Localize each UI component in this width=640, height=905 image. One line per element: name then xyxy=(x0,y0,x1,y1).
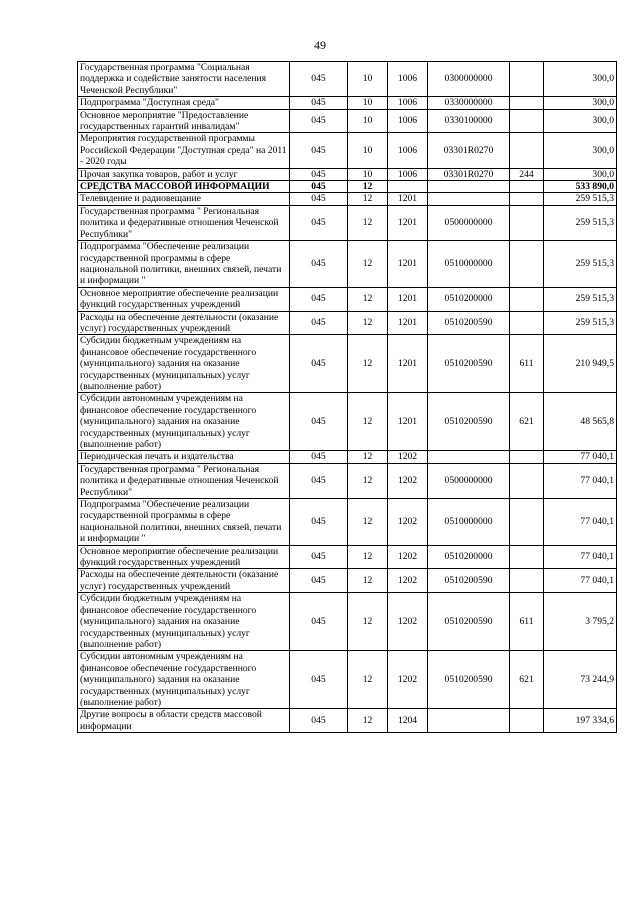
row-expense-type xyxy=(510,451,544,463)
row-department-code: 045 xyxy=(290,168,348,180)
row-name: Основное мероприятие "Предоставление государственных гарантий инвалидам" xyxy=(78,109,290,133)
table-row xyxy=(78,205,617,240)
row-subsection-code: 1202 xyxy=(388,463,428,498)
row-section-code: 10 xyxy=(348,62,388,97)
row-section-code: 10 xyxy=(348,109,388,133)
table-row xyxy=(78,451,617,463)
row-name: Подпрограмма "Обеспечение реализации государственной программы в сфере национальной политики, внешних связей, печати и информации " xyxy=(78,241,290,288)
row-department-code: 045 xyxy=(290,335,348,393)
row-subsection-code: 1202 xyxy=(388,451,428,463)
table-row xyxy=(78,97,617,109)
row-section-code: 12 xyxy=(348,311,388,335)
row-subsection-code: 1201 xyxy=(388,287,428,311)
row-target-article: 0510200590 xyxy=(428,569,510,593)
row-target-article: 0510000000 xyxy=(428,499,510,546)
row-department-code: 045 xyxy=(290,241,348,288)
row-expense-type xyxy=(510,193,544,205)
row-section-code: 12 xyxy=(348,593,388,651)
row-section-code: 12 xyxy=(348,193,388,205)
row-department-code: 045 xyxy=(290,451,348,463)
row-subsection-code: 1006 xyxy=(388,62,428,97)
row-expense-type xyxy=(510,499,544,546)
row-department-code: 045 xyxy=(290,193,348,205)
row-expense-type xyxy=(510,205,544,240)
row-amount: 300,0 xyxy=(544,133,617,168)
row-department-code: 045 xyxy=(290,709,348,733)
row-subsection-code: 1006 xyxy=(388,133,428,168)
row-name: Государственная программа " Региональная политика и федеративные отношения Чеченской Республики" xyxy=(78,205,290,240)
table-row xyxy=(78,109,617,133)
row-department-code: 045 xyxy=(290,569,348,593)
row-name: Подпрограмма "Доступная среда" xyxy=(78,97,290,109)
row-expense-type xyxy=(510,311,544,335)
table-row xyxy=(78,545,617,569)
row-expense-type xyxy=(510,463,544,498)
row-name: СРЕДСТВА МАССОВОЙ ИНФОРМАЦИИ xyxy=(78,181,290,193)
row-name: Другие вопросы в области средств массовой информации xyxy=(78,709,290,733)
row-department-code: 045 xyxy=(290,181,348,193)
row-expense-type: 611 xyxy=(510,335,544,393)
row-subsection-code: 1006 xyxy=(388,168,428,180)
table-row xyxy=(78,287,617,311)
table-row xyxy=(78,193,617,205)
row-name: Телевидение и радиовещание xyxy=(78,193,290,205)
row-section-code: 10 xyxy=(348,168,388,180)
row-expense-type xyxy=(510,133,544,168)
row-name: Субсидии бюджетным учреждениям на финансовое обеспечение государственного (муниципального) задания на оказание государственных (муниципальных) услуг (выполнение работ) xyxy=(78,593,290,651)
row-target-article: 0510200000 xyxy=(428,545,510,569)
row-name: Периодическая печать и издательства xyxy=(78,451,290,463)
row-subsection-code: 1202 xyxy=(388,569,428,593)
row-subsection-code: 1201 xyxy=(388,311,428,335)
row-subsection-code: 1201 xyxy=(388,335,428,393)
row-target-article: 0500000000 xyxy=(428,205,510,240)
row-subsection-code: 1204 xyxy=(388,709,428,733)
row-department-code: 045 xyxy=(290,311,348,335)
row-section-code: 10 xyxy=(348,133,388,168)
row-expense-type xyxy=(510,287,544,311)
row-amount: 300,0 xyxy=(544,97,617,109)
row-target-article: 0500000000 xyxy=(428,463,510,498)
row-name: Расходы на обеспечение деятельности (оказание услуг) государственных учреждений xyxy=(78,311,290,335)
row-section-code: 12 xyxy=(348,241,388,288)
row-amount: 73 244,9 xyxy=(544,651,617,709)
row-subsection-code: 1201 xyxy=(388,241,428,288)
table-row xyxy=(78,463,617,498)
budget-table xyxy=(77,61,617,733)
table-row xyxy=(78,335,617,393)
row-amount: 3 795,2 xyxy=(544,593,617,651)
table-row xyxy=(78,133,617,168)
row-name: Субсидии автономным учреждениям на финансовое обеспечение государственного (муниципального) задания на оказание государственных (муниципальных) услуг (выполнение работ) xyxy=(78,393,290,451)
row-expense-type: 611 xyxy=(510,593,544,651)
row-expense-type xyxy=(510,62,544,97)
row-amount: 77 040,1 xyxy=(544,499,617,546)
row-amount: 259 515,3 xyxy=(544,241,617,288)
row-amount: 210 949,5 xyxy=(544,335,617,393)
row-amount: 259 515,3 xyxy=(544,311,617,335)
row-name: Субсидии автономным учреждениям на финансовое обеспечение государственного (муниципального) задания на оказание государственных (муниципальных) услуг (выполнение работ) xyxy=(78,651,290,709)
table-body xyxy=(78,62,617,733)
row-department-code: 045 xyxy=(290,499,348,546)
row-section-code: 12 xyxy=(348,393,388,451)
row-department-code: 045 xyxy=(290,463,348,498)
row-expense-type xyxy=(510,97,544,109)
row-name: Подпрограмма "Обеспечение реализации государственной программы в сфере национальной политики, внешних связей, печати и информации " xyxy=(78,499,290,546)
row-amount: 77 040,1 xyxy=(544,545,617,569)
row-target-article xyxy=(428,193,510,205)
row-amount: 77 040,1 xyxy=(544,569,617,593)
row-target-article: 0510200000 xyxy=(428,287,510,311)
row-amount: 533 890,0 xyxy=(544,181,617,193)
table-row xyxy=(78,709,617,733)
table-row xyxy=(78,569,617,593)
row-section-code: 12 xyxy=(348,545,388,569)
row-section-code: 12 xyxy=(348,499,388,546)
table-row xyxy=(78,651,617,709)
row-department-code: 045 xyxy=(290,593,348,651)
row-target-article: 0510200590 xyxy=(428,593,510,651)
row-expense-type xyxy=(510,709,544,733)
row-section-code: 12 xyxy=(348,463,388,498)
row-amount: 300,0 xyxy=(544,109,617,133)
row-target-article xyxy=(428,181,510,193)
row-subsection-code: 1006 xyxy=(388,109,428,133)
row-subsection-code: 1202 xyxy=(388,545,428,569)
row-subsection-code: 1201 xyxy=(388,205,428,240)
row-name: Основное мероприятие обеспечение реализации функций государственных учреждений xyxy=(78,545,290,569)
row-amount: 197 334,6 xyxy=(544,709,617,733)
table-row xyxy=(78,499,617,546)
row-target-article: 0510200590 xyxy=(428,393,510,451)
row-target-article: 0510200590 xyxy=(428,311,510,335)
row-department-code: 045 xyxy=(290,287,348,311)
row-department-code: 045 xyxy=(290,133,348,168)
table-row xyxy=(78,181,617,193)
row-target-article xyxy=(428,709,510,733)
table-row xyxy=(78,393,617,451)
row-amount: 77 040,1 xyxy=(544,451,617,463)
table-row xyxy=(78,62,617,97)
row-subsection-code: 1202 xyxy=(388,499,428,546)
row-target-article: 0330100000 xyxy=(428,109,510,133)
row-name: Государственная программа " Региональная политика и федеративные отношения Чеченской Республики" xyxy=(78,463,290,498)
table-row xyxy=(78,168,617,180)
row-section-code: 12 xyxy=(348,569,388,593)
row-target-article: 0510200590 xyxy=(428,651,510,709)
table-row xyxy=(78,311,617,335)
row-expense-type: 621 xyxy=(510,651,544,709)
row-section-code: 12 xyxy=(348,651,388,709)
row-section-code: 12 xyxy=(348,335,388,393)
row-name: Мероприятия государственной программы Российской Федерации "Доступная среда" на 2011 - 2020 годы xyxy=(78,133,290,168)
row-section-code: 12 xyxy=(348,181,388,193)
row-section-code: 12 xyxy=(348,205,388,240)
row-section-code: 12 xyxy=(348,451,388,463)
row-subsection-code: 1202 xyxy=(388,651,428,709)
row-expense-type xyxy=(510,181,544,193)
row-subsection-code: 1201 xyxy=(388,393,428,451)
row-target-article: 03301R0270 xyxy=(428,133,510,168)
row-section-code: 10 xyxy=(348,97,388,109)
row-department-code: 045 xyxy=(290,62,348,97)
row-target-article xyxy=(428,451,510,463)
row-amount: 259 515,3 xyxy=(544,287,617,311)
row-amount: 259 515,3 xyxy=(544,205,617,240)
row-department-code: 045 xyxy=(290,545,348,569)
row-amount: 300,0 xyxy=(544,62,617,97)
row-name: Расходы на обеспечение деятельности (оказание услуг) государственных учреждений xyxy=(78,569,290,593)
row-expense-type: 244 xyxy=(510,168,544,180)
row-expense-type xyxy=(510,569,544,593)
row-subsection-code: 1202 xyxy=(388,593,428,651)
row-subsection-code: 1201 xyxy=(388,193,428,205)
table-row xyxy=(78,593,617,651)
row-expense-type xyxy=(510,545,544,569)
row-amount: 259 515,3 xyxy=(544,193,617,205)
row-name: Государственная программа "Социальная поддержка и содействие занятости населения Чеченской Республики" xyxy=(78,62,290,97)
row-department-code: 045 xyxy=(290,205,348,240)
row-department-code: 045 xyxy=(290,97,348,109)
page-number: 49 xyxy=(314,38,326,52)
table-row xyxy=(78,241,617,288)
row-department-code: 045 xyxy=(290,393,348,451)
row-expense-type xyxy=(510,241,544,288)
row-section-code: 12 xyxy=(348,709,388,733)
row-expense-type xyxy=(510,109,544,133)
row-subsection-code xyxy=(388,181,428,193)
row-amount: 77 040,1 xyxy=(544,463,617,498)
row-subsection-code: 1006 xyxy=(388,97,428,109)
row-name: Прочая закупка товаров, работ и услуг xyxy=(78,168,290,180)
row-amount: 300,0 xyxy=(544,168,617,180)
row-target-article: 0300000000 xyxy=(428,62,510,97)
row-target-article: 0330000000 xyxy=(428,97,510,109)
row-target-article: 03301R0270 xyxy=(428,168,510,180)
row-name: Основное мероприятие обеспечение реализации функций государственных учреждений xyxy=(78,287,290,311)
row-department-code: 045 xyxy=(290,651,348,709)
row-expense-type: 621 xyxy=(510,393,544,451)
row-name: Субсидии бюджетным учреждениям на финансовое обеспечение государственного (муниципального) задания на оказание государственных (муниципальных) услуг (выполнение работ) xyxy=(78,335,290,393)
row-target-article: 0510200590 xyxy=(428,335,510,393)
row-amount: 48 565,8 xyxy=(544,393,617,451)
row-section-code: 12 xyxy=(348,287,388,311)
row-department-code: 045 xyxy=(290,109,348,133)
row-target-article: 0510000000 xyxy=(428,241,510,288)
